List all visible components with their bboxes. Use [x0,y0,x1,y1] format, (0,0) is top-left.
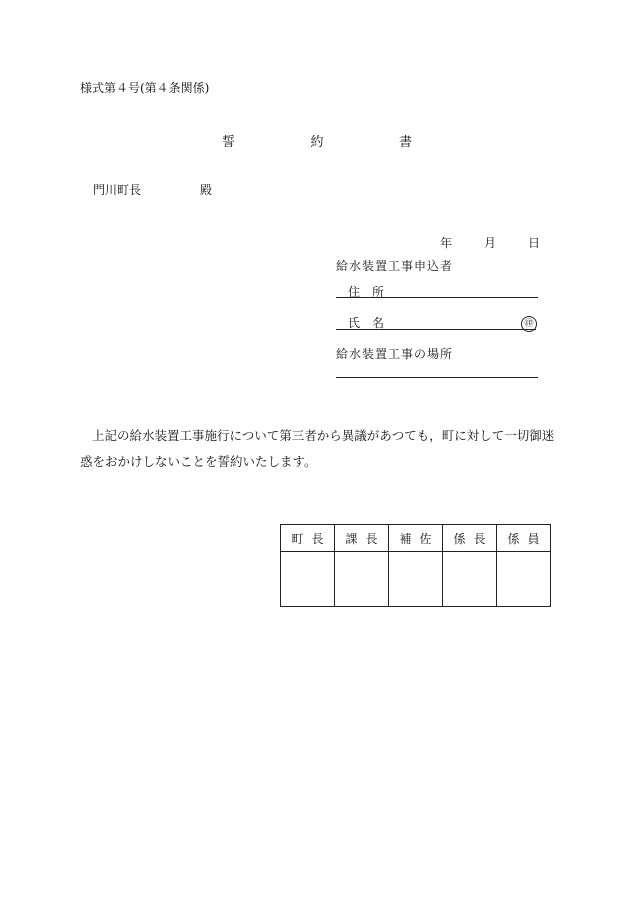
approval-header-cell [497,525,551,552]
approval-header-cell [335,525,389,552]
title-char: 約 [310,135,324,150]
document-title [222,131,412,149]
header-char: 長 [473,531,486,546]
approval-stamp-cell[interactable] [443,552,497,607]
header-char: 課 [345,531,358,546]
header-char: 佐 [419,531,432,546]
form-number: 様式第４号(第４条関係) [80,81,210,95]
site-heading: 給水装置工事の場所 [336,347,454,361]
approval-header-cell [281,525,335,552]
pledge-text: 上記の給水装置工事施行について第三者から異議があつても，町に対して一切御迷惑をおかけしないことを誓約いたします。 [80,428,555,469]
date-day: 日 [527,236,540,250]
approval-stamp-cell[interactable] [497,552,551,607]
header-char: 補 [399,531,412,546]
site-field-line[interactable] [336,377,538,378]
date-row [440,234,540,251]
title-char: 書 [398,135,412,150]
header-char: 係 [507,531,520,546]
date-month: 月 [483,236,496,250]
approval-header-cell [443,525,497,552]
approval-stamp-row [281,552,551,607]
header-char: 長 [311,531,324,546]
seal-mark: ㊞ [521,316,537,332]
approval-stamp-cell[interactable] [281,552,335,607]
approval-stamp-cell[interactable] [335,552,389,607]
title-char: 誓 [222,135,236,150]
name-label: 氏 名 [348,316,385,330]
name-field-line[interactable] [336,329,536,330]
addressee-name: 門川町長 [93,183,142,197]
approval-header-row [281,525,551,552]
approval-table [280,524,551,607]
approval-stamp-cell[interactable] [389,552,443,607]
header-char: 係 [453,531,466,546]
header-char: 長 [365,531,378,546]
header-char: 員 [527,531,540,546]
address-label: 住 所 [348,285,385,299]
addressee-honorific: 殿 [200,183,213,197]
approval-header-cell [389,525,443,552]
header-char: 町 [291,531,304,546]
applicant-heading: 給水装置工事申込者 [336,259,454,273]
address-field-line[interactable] [336,297,538,298]
date-year: 年 [440,236,453,250]
